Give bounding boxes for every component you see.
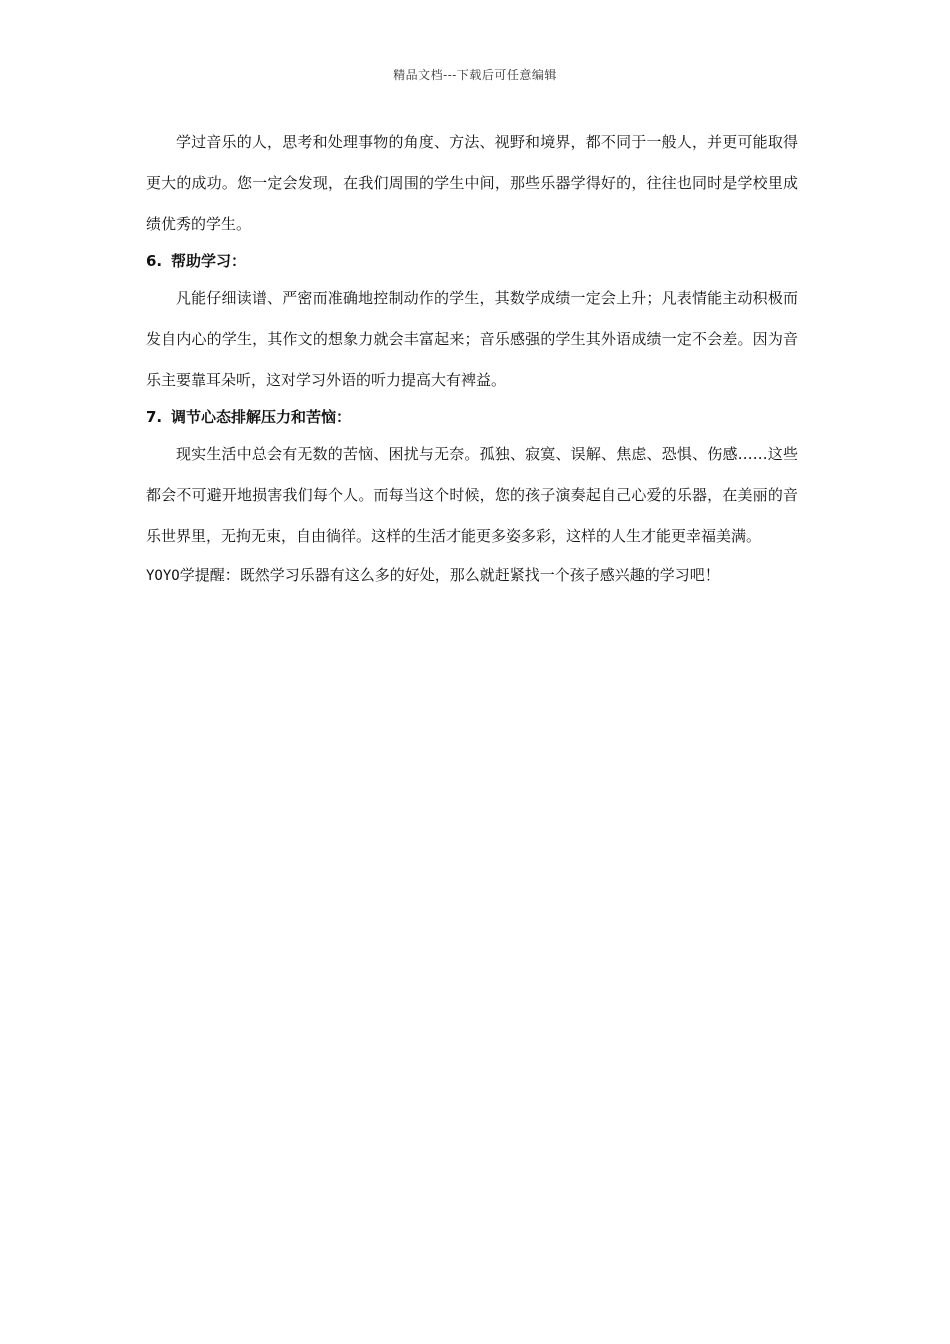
section-6-title: 帮助学习：: [171, 252, 247, 270]
section-6-number: 6.: [146, 252, 163, 270]
section-7-title: 调节心态排解压力和苦恼：: [171, 408, 352, 426]
tip-line: [146, 561, 798, 591]
page-header: 精品文档---下载后可任意编辑: [393, 68, 557, 82]
section-7-heading: [146, 403, 798, 432]
section-7-paragraph: 现实生活中总会有无数的苦恼、困扰与无奈。孤独、寂寞、误解、焦虑、恐惧、伤感……这些都会不可避开地损害我们每个人。而每当这个时候，您的孩子演奏起自己心爱的乐器，在美丽的音乐世界里，无拘无束，自由徜徉。这样的生活才能更多姿多彩，这样的人生才能更幸福美满。: [146, 445, 798, 545]
section-6-heading: [146, 247, 798, 276]
intro-paragraph: 学过音乐的人，思考和处理事物的角度、方法、视野和境界，都不同于一般人，并更可能取得更大的成功。您一定会发现，在我们周围的学生中间，那些乐器学得好的，往往也同时是学校里成绩优秀的学生。: [146, 133, 798, 233]
section-6-paragraph: 凡能仔细读谱、严密而准确地控制动作的学生，其数学成绩一定会上升；凡表情能主动积极而发自内心的学生，其作文的想象力就会丰富起来；音乐感强的学生其外语成绩一定不会差。因为音乐主要靠耳朵听，这对学习外语的听力提高大有裨益。: [146, 289, 798, 389]
tip-text: 学提醒：既然学习乐器有这么多的好处，那么就赶紧找一个孩子感兴趣的学习吧！: [179, 566, 720, 584]
tip-brand: YOYO: [146, 568, 180, 584]
document-body: [146, 122, 798, 591]
section-7-number: 7.: [146, 408, 163, 426]
